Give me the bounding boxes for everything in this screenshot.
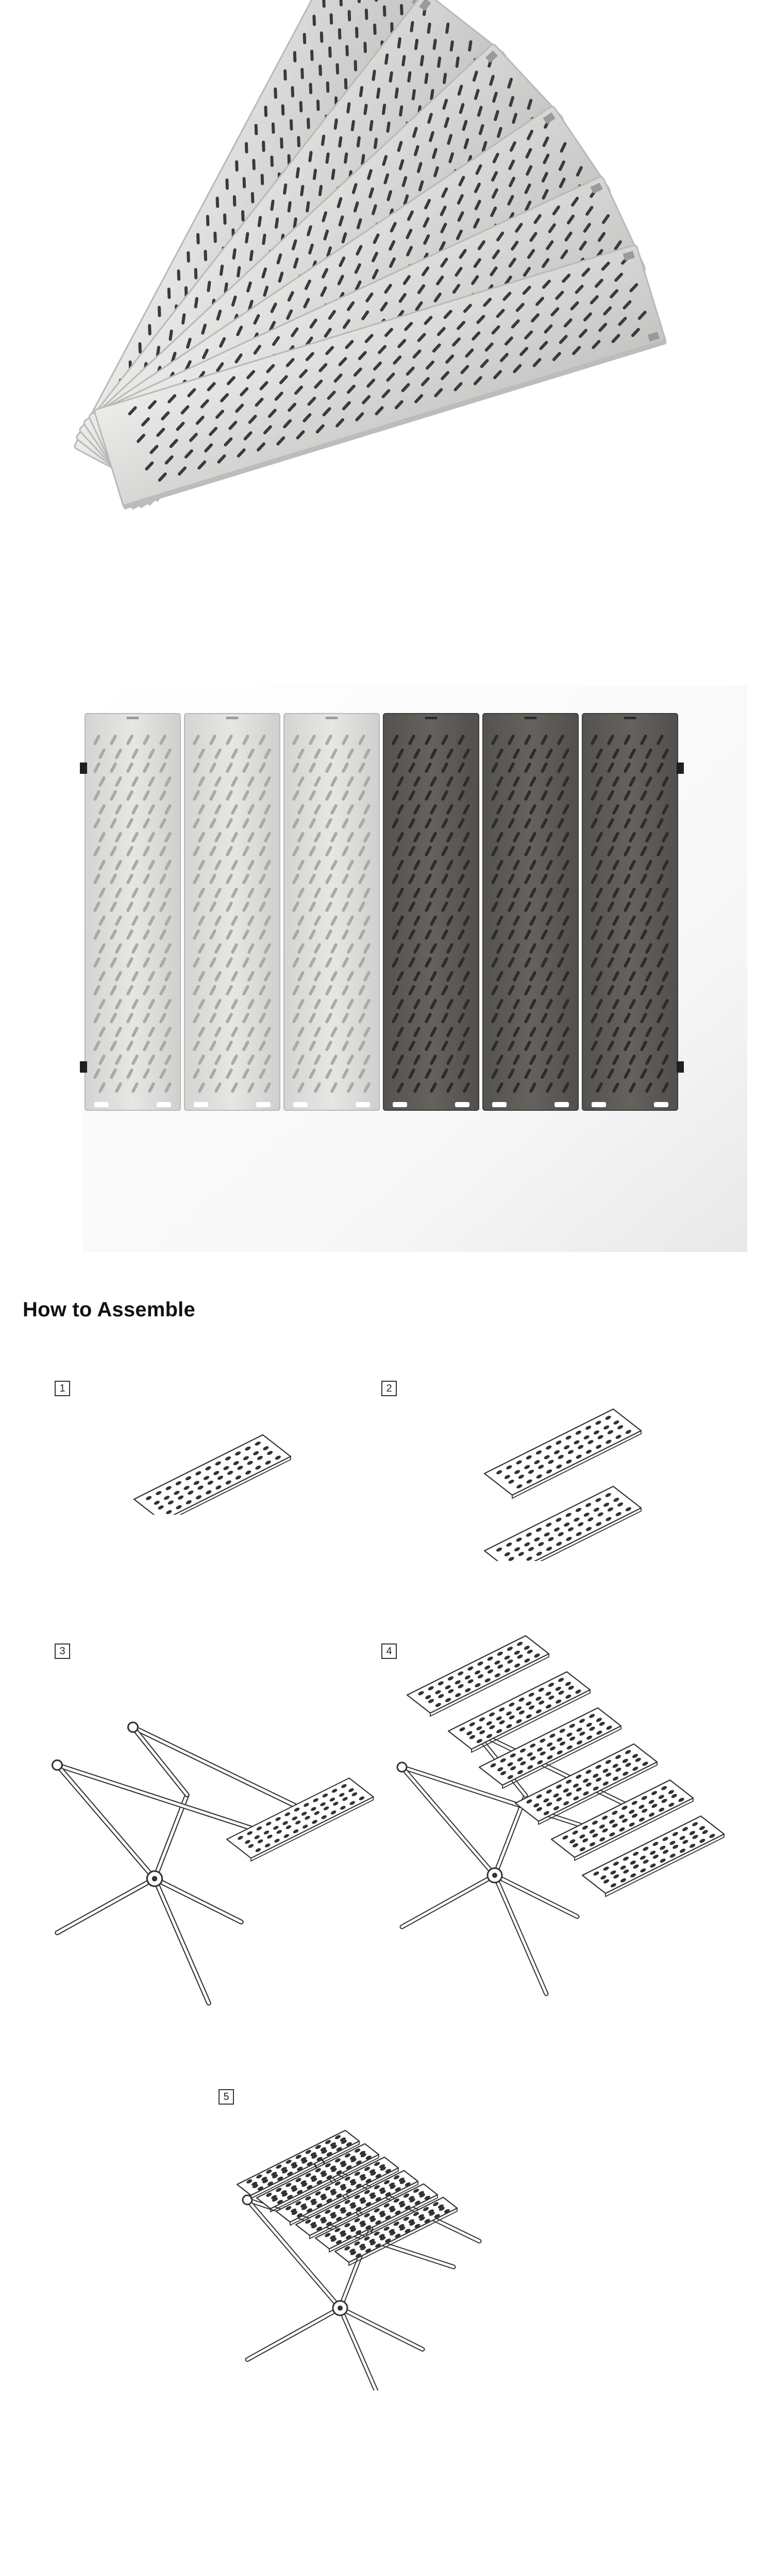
side-clip <box>677 762 684 774</box>
step-4-illustration <box>392 1602 732 2009</box>
silver-panel <box>284 714 379 1110</box>
side-clip <box>677 1061 684 1073</box>
step-2-illustration <box>474 1376 670 1561</box>
line-art-panel <box>134 1435 291 1515</box>
assembly-heading: How to Assemble <box>23 1298 195 1321</box>
dark-panel <box>582 714 678 1110</box>
silver-and-dark-panels <box>0 685 773 1252</box>
line-art-panel <box>227 1778 374 1861</box>
table-frame <box>53 1722 301 2003</box>
side-clip <box>80 1061 87 1073</box>
panel-colors-photo <box>0 685 773 1252</box>
step-number-1: 1 <box>55 1381 70 1396</box>
fanned-panels-photo <box>0 0 773 592</box>
step-number-5: 5 <box>219 2089 234 2105</box>
dark-panel <box>383 714 479 1110</box>
line-art-panel <box>484 1486 641 1561</box>
step-3-illustration <box>41 1685 381 2009</box>
silver-panel <box>184 714 280 1110</box>
side-clip <box>80 762 87 774</box>
step-number-2: 2 <box>381 1381 397 1396</box>
step-number-4: 4 <box>381 1643 397 1659</box>
line-art-panel <box>484 1409 641 1498</box>
silver-panel <box>85 714 180 1110</box>
step-1-illustration <box>119 1401 304 1515</box>
step-5-illustration <box>216 2081 577 2391</box>
fanned-panels-illustration <box>0 0 773 592</box>
dark-panel <box>483 714 578 1110</box>
step-number-3: 3 <box>55 1643 70 1659</box>
